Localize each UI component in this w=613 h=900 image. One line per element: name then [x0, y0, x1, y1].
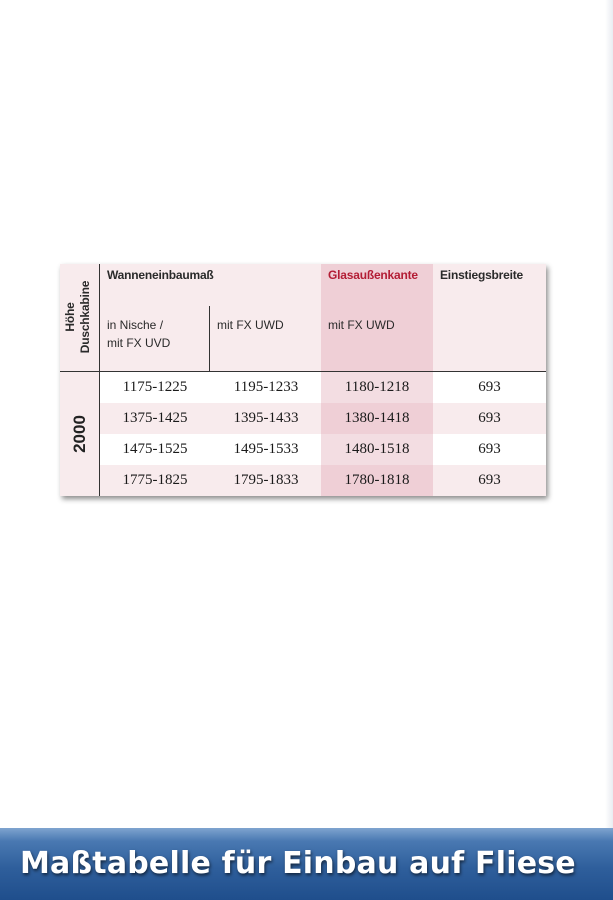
- table-cell: 1175-1225: [122, 379, 188, 395]
- table-cell: 693: [478, 410, 501, 426]
- table-cell: 693: [478, 379, 501, 395]
- header-wanneneinbaumass: Wanneneinbaumaß: [107, 268, 214, 282]
- table-cell: 1195-1233: [233, 379, 299, 395]
- table-row: [100, 403, 546, 434]
- subheader-nische: [107, 316, 170, 352]
- subheader-nische-line1: in Nische /: [107, 318, 164, 332]
- height-value: 2000: [70, 415, 89, 453]
- height-header-label: [63, 263, 97, 371]
- table-cell: 1180-1218: [344, 379, 410, 395]
- height-header-cell: [60, 264, 100, 371]
- table-cell: 1475-1525: [122, 441, 188, 457]
- table-cell: 693: [478, 441, 501, 457]
- table-cell: 1380-1418: [344, 410, 410, 426]
- table-row: [100, 465, 546, 496]
- table-cell: 1780-1818: [344, 472, 410, 488]
- table-cell: 1775-1825: [122, 472, 188, 488]
- height-header-line1: Höhe: [63, 302, 77, 332]
- subheader-fx-uwd-1: mit FX UWD: [217, 318, 284, 332]
- page-edge-shadow: [605, 0, 613, 828]
- table-cell: 1375-1425: [122, 410, 188, 426]
- table-cell: 1795-1833: [233, 472, 299, 488]
- table-cell: 1480-1518: [344, 441, 410, 457]
- table-row: [100, 434, 546, 465]
- header-glasaussenkante: Glasaußenkante: [328, 268, 418, 282]
- table-cell: 1395-1433: [233, 410, 299, 426]
- subheader-fx-uwd-2: mit FX UWD: [328, 318, 395, 332]
- footer-title: Maßtabelle für Einbau auf Fliese: [20, 846, 576, 881]
- header-einstiegsbreite: Einstiegsbreite: [440, 268, 524, 282]
- subheader-nische-line2: mit FX UVD: [107, 336, 171, 350]
- table-row: [100, 372, 546, 403]
- height-header-line2: Duschkabine: [78, 280, 92, 354]
- table-cell: 693: [478, 472, 501, 488]
- table-cell: 1495-1533: [233, 441, 299, 457]
- dimension-table: [60, 264, 546, 496]
